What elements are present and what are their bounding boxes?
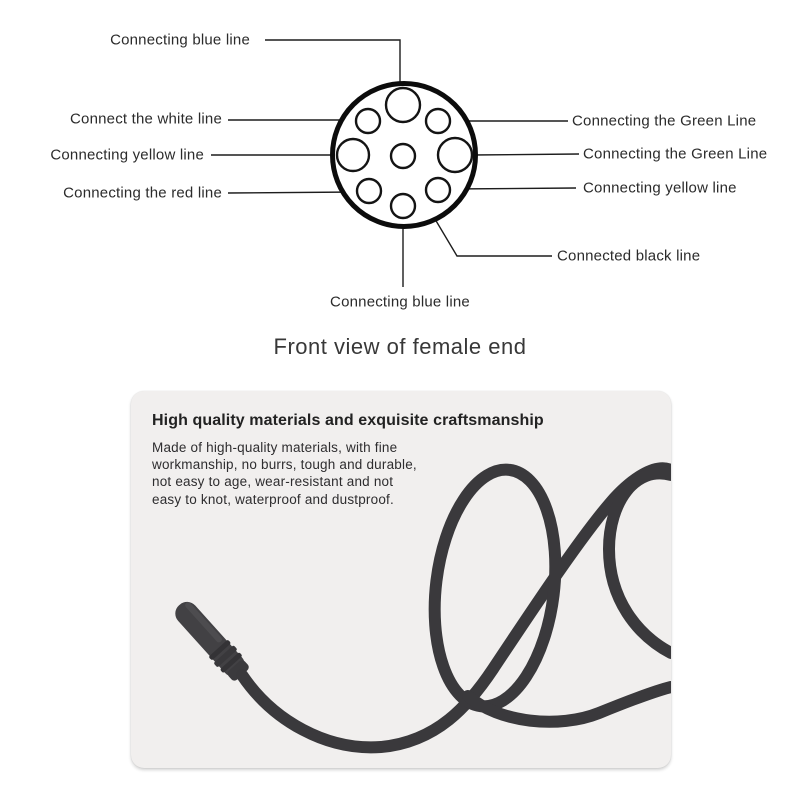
pin-bottom (391, 194, 415, 218)
pin-center (391, 144, 415, 168)
feature-heading: High quality materials and exquisite craftsmanship (152, 412, 544, 429)
pin-label-center-black: Connected black line (557, 247, 701, 265)
leader-left-red (228, 192, 357, 193)
pin-bottom-left (357, 179, 381, 203)
feature-description-line: Made of high-quality materials, with fine (152, 440, 398, 455)
feature-description-line: easy to knot, waterproof and dustproof. (152, 491, 394, 507)
pin-label-right-green-1: Connecting the Green Line (572, 112, 757, 130)
pin-label-bottom-blue: Connecting blue line (330, 293, 470, 311)
pin-top (386, 88, 420, 122)
pin-bottom-right (426, 178, 450, 202)
pin-top-left (356, 109, 380, 133)
product-feature-card (131, 391, 671, 768)
cable-loop-2 (609, 473, 671, 653)
pin-label-left-yellow: Connecting yellow line (50, 146, 204, 164)
feature-description-line: workmanship, no burrs, tough and durable, (152, 457, 417, 473)
pin-top-right (426, 109, 450, 133)
pin-label-top-blue: Connecting blue line (110, 31, 250, 49)
diagram-caption: Front view of female end (273, 334, 527, 359)
feature-description (152, 439, 417, 508)
pin-right (438, 138, 472, 172)
pin-left (337, 139, 369, 171)
pin-label-left-white: Connect the white line (70, 110, 222, 128)
feature-description-line: not easy to age, wear-resistant and not (152, 474, 394, 490)
pin-label-right-green-2: Connecting the Green Line (583, 145, 768, 163)
leader-right-green-2 (472, 154, 579, 155)
leader-top-blue (265, 40, 400, 88)
pin-label-left-red: Connecting the red line (63, 184, 222, 202)
pin-label-right-yellow: Connecting yellow line (583, 179, 737, 197)
